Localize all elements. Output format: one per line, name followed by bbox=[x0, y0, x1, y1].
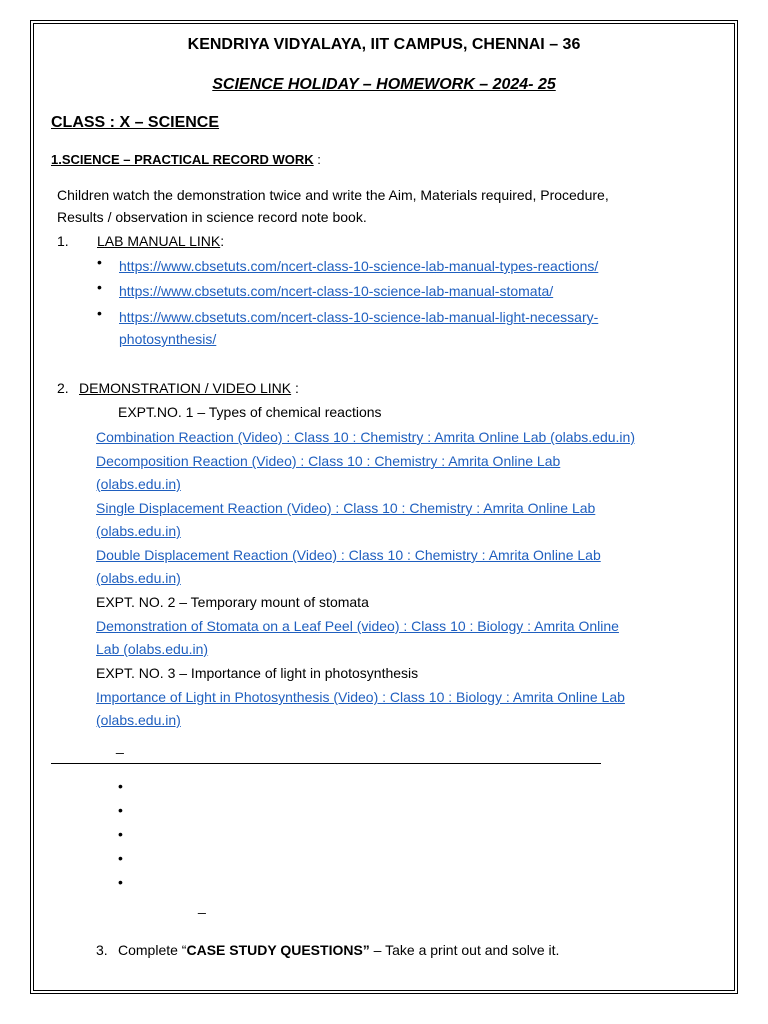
photosynthesis-video-link-cont[interactable]: (olabs.edu.in) bbox=[96, 712, 181, 728]
bullet-icon: • bbox=[97, 305, 102, 321]
expt3-title: EXPT. NO. 3 – Importance of light in photosynthesis bbox=[96, 665, 419, 681]
expt2-title: EXPT. NO. 2 – Temporary mount of stomata bbox=[96, 594, 369, 610]
lab-manual-suffix: : bbox=[220, 233, 225, 249]
section3-rest: – Take a print out and solve it. bbox=[369, 942, 560, 958]
bullet-icon: • bbox=[97, 279, 102, 295]
lab-manual-link-stomata[interactable]: https://www.cbsetuts.com/ncert-class-10-science-lab-manual-stomata/ bbox=[119, 283, 554, 299]
decomposition-reaction-link[interactable]: Decomposition Reaction (Video) : Class 10 : Chemistry : Amrita Online Lab bbox=[96, 453, 561, 469]
bullet-icon: • bbox=[97, 254, 102, 270]
section1-heading-line bbox=[51, 152, 321, 167]
bullet-icon: • bbox=[118, 826, 123, 842]
stomata-video-link[interactable]: Demonstration of Stomata on a Leaf Peel (video) : Class 10 : Biology : Amrita Online bbox=[96, 618, 619, 634]
case-study-label: CASE STUDY QUESTIONS” bbox=[186, 942, 370, 958]
lab-manual-link-reactions[interactable]: https://www.cbsetuts.com/ncert-class-10-science-lab-manual-types-reactions/ bbox=[119, 258, 599, 274]
lab-manual-link-photosynthesis-cont[interactable]: photosynthesis/ bbox=[119, 331, 217, 347]
lab-manual-link-photosynthesis[interactable]: https://www.cbsetuts.com/ncert-class-10-science-lab-manual-light-necessary- bbox=[119, 309, 599, 325]
combination-reaction-link[interactable]: Combination Reaction (Video) : Class 10 : Chemistry : Amrita Online Lab (olabs.edu.in) bbox=[96, 429, 635, 445]
demo-heading-line bbox=[79, 376, 299, 400]
demo-number: 2. bbox=[57, 380, 69, 396]
bullet-icon: • bbox=[118, 850, 123, 866]
section1-heading-suffix: : bbox=[313, 152, 321, 167]
lab-manual-number: 1. bbox=[57, 233, 69, 249]
single-displacement-link[interactable]: Single Displacement Reaction (Video) : Class 10 : Chemistry : Amrita Online Lab bbox=[96, 500, 596, 516]
photosynthesis-video-link[interactable]: Importance of Light in Photosynthesis (Video) : Class 10 : Biology : Amrita Online Lab bbox=[96, 689, 625, 705]
dash-mark: _ bbox=[198, 898, 206, 914]
stomata-video-link-cont[interactable]: Lab (olabs.edu.in) bbox=[96, 641, 209, 657]
school-heading: KENDRIYA VIDYALAYA, IIT CAMPUS, CHENNAI – 36 bbox=[187, 36, 581, 53]
section3-line bbox=[118, 938, 559, 962]
double-displacement-link-cont[interactable]: (olabs.edu.in) bbox=[96, 570, 181, 586]
dash-mark: _ bbox=[116, 738, 124, 754]
lab-manual-label: LAB MANUAL LINK bbox=[97, 233, 221, 249]
demo-label: DEMONSTRATION / VIDEO LINK bbox=[79, 380, 292, 396]
homework-title: SCIENCE HOLIDAY – HOMEWORK – 2024- 25 bbox=[212, 76, 556, 93]
expt1-title: EXPT.NO. 1 – Types of chemical reactions bbox=[118, 404, 382, 420]
bullet-icon: • bbox=[118, 778, 123, 794]
intro-text-line1: Children watch the demonstration twice and write the Aim, Materials required, Procedure, bbox=[57, 187, 609, 203]
horizontal-rule bbox=[51, 763, 601, 764]
bullet-icon: • bbox=[118, 874, 123, 890]
single-displacement-link-cont[interactable]: (olabs.edu.in) bbox=[96, 523, 181, 539]
section1-heading: 1.SCIENCE – PRACTICAL RECORD WORK bbox=[51, 152, 314, 167]
section3-prefix: Complete “ bbox=[118, 942, 187, 958]
demo-suffix: : bbox=[291, 380, 299, 396]
section3-number: 3. bbox=[96, 942, 108, 958]
bullet-icon: • bbox=[118, 802, 123, 818]
class-label: CLASS : X – SCIENCE bbox=[51, 114, 220, 131]
decomposition-reaction-link-cont[interactable]: (olabs.edu.in) bbox=[96, 476, 181, 492]
intro-text-line2: Results / observation in science record note book. bbox=[57, 209, 367, 225]
double-displacement-link[interactable]: Double Displacement Reaction (Video) : Class 10 : Chemistry : Amrita Online Lab bbox=[96, 547, 601, 563]
lab-manual-heading-line bbox=[97, 229, 224, 253]
